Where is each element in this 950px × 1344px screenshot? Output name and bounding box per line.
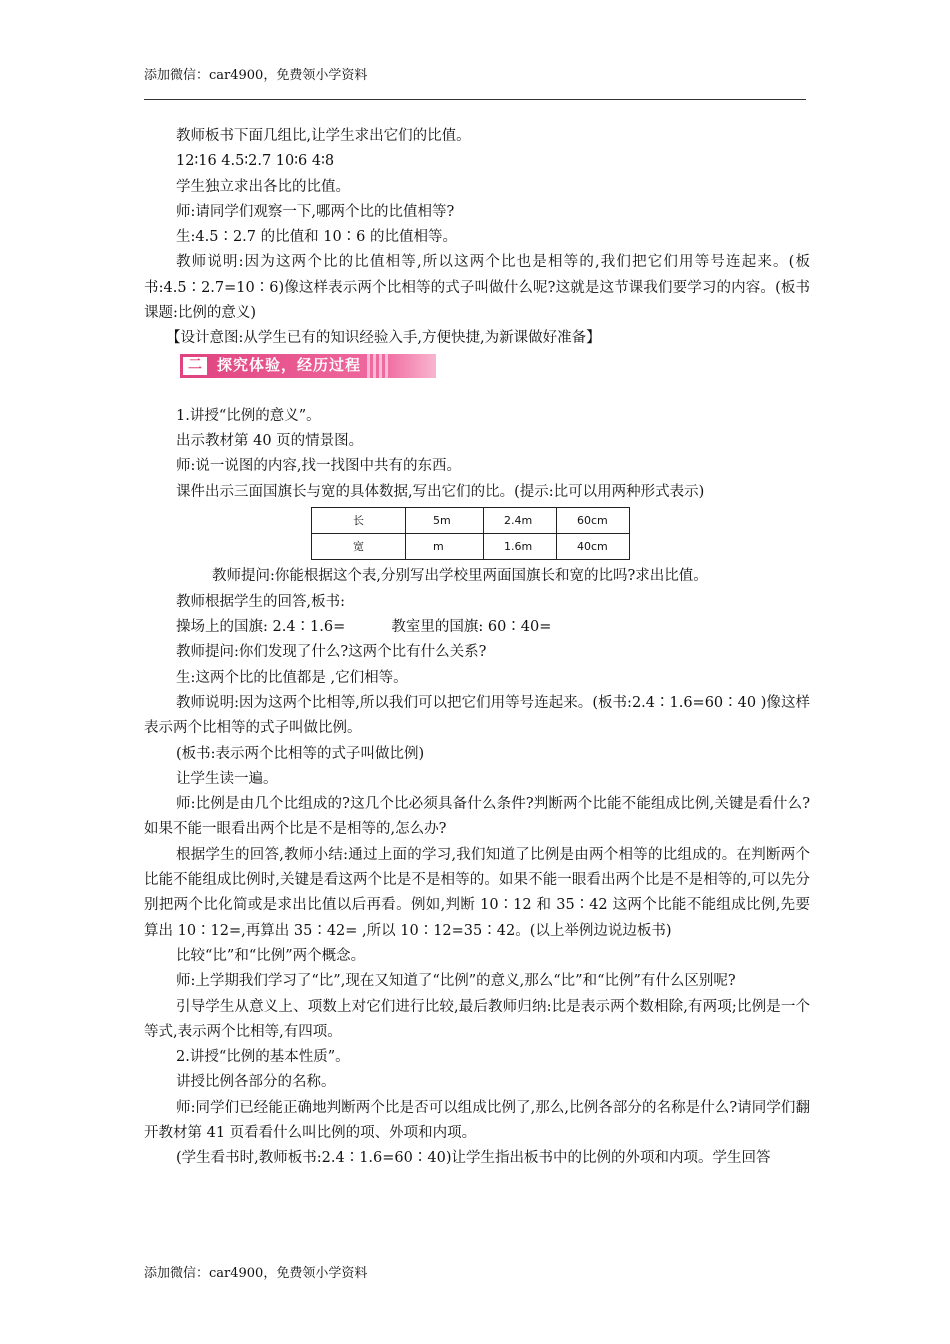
paragraph: 师:上学期我们学习了“比”,现在又知道了“比例”的意义,那么“比”和“比例”有什么区别呢? bbox=[176, 973, 736, 990]
table-cell: 长 bbox=[312, 507, 406, 533]
paragraph: 教师板书下面几组比,让学生求出它们的比值。 bbox=[176, 128, 471, 144]
paragraph: (学生看书时,教师板书:2.4∶1.6=60∶40)让学生指出板书中的比例的外项和内项。学生回答 bbox=[176, 1150, 771, 1167]
page-footer: 添加微信：car4900，免费领小学资料 bbox=[144, 1266, 368, 1281]
table-row bbox=[312, 534, 630, 560]
paragraph: 根据学生的回答,教师小结:通过上面的学习,我们知道了比例是由两个相等的比组成的。在判断两个比能不能组成比例时,关键是看这两个比是不是相等的。如果不能一眼看出两个比是不是相等的,可以先分别把两个比化简或是求出比值以后再看。例如,判断 10∶12 和 35∶42 这两个比能不能组成比例,先要算出 10∶12=,再算出 35∶42= ,所以 10∶12=35∶42。(以上举例边说边板书) bbox=[144, 846, 810, 939]
paragraph: 比较“比”和“比例”两个概念。 bbox=[176, 947, 366, 964]
table-cell: 40cm bbox=[557, 534, 630, 560]
table-cell: m bbox=[406, 534, 484, 560]
table-cell: 1.6m bbox=[484, 534, 557, 560]
ratio-list: 12∶16 4.5∶2.7 10∶6 4∶8 bbox=[176, 153, 335, 170]
paragraph: 教师根据学生的回答,板书: bbox=[176, 593, 345, 610]
paragraph: 教师说明:因为这两个比相等,所以我们可以把它们用等号连起来。(板书:2.4∶1.6=60∶40 )像这样表示两个比相等的式子叫做比例。 bbox=[144, 694, 810, 737]
paragraph: 师:请同学们观察一下,哪两个比的比值相等? bbox=[176, 203, 455, 220]
table-cell: 60cm bbox=[557, 507, 630, 533]
section-title: 探究体验，经历过程 bbox=[217, 356, 362, 375]
header-divider bbox=[144, 99, 806, 100]
banner-stripes-decoration bbox=[367, 354, 388, 378]
flag-dimensions-table bbox=[311, 507, 630, 561]
table-cell: 2.4m bbox=[484, 507, 557, 533]
table-cell: 5m bbox=[406, 507, 484, 533]
paragraph: 课件出示三面国旗长与宽的具体数据,写出它们的比。(提示:比可以用两种形式表示) bbox=[176, 483, 705, 500]
section-banner bbox=[180, 354, 436, 378]
table-cell: 宽 bbox=[312, 534, 406, 560]
document-body bbox=[144, 124, 810, 1172]
design-intent-note: 【设计意图:从学生已有的知识经验入手,方便快捷,为新课做好准备】 bbox=[166, 330, 601, 347]
paragraph: 引导学生从意义上、项数上对它们进行比较,最后教师归纳:比是表示两个数相除,有两项;比例是一个等式,表示两个比相等,有四项。 bbox=[144, 998, 810, 1040]
paragraph: 教师提问:你能根据这个表,分别写出学校里两面国旗长和宽的比吗?求出比值。 bbox=[212, 568, 708, 585]
paragraph: 出示教材第 40 页的情景图。 bbox=[176, 432, 364, 449]
subheading-2: 2.讲授“比例的基本性质”。 bbox=[176, 1049, 350, 1066]
paragraph: 让学生读一遍。 bbox=[176, 770, 278, 787]
paragraph: 学生独立求出各比的比值。 bbox=[176, 178, 350, 195]
paragraph: 教师提问:你们发现了什么?这两个比有什么关系? bbox=[176, 644, 487, 661]
paragraph: 师:同学们已经能正确地判断两个比是否可以组成比例了,那么,比例各部分的名称是什么?请同学们翻开教材第 41 页看看什么叫比例的项、外项和内项。 bbox=[144, 1099, 810, 1141]
section-number: 二 bbox=[183, 357, 207, 375]
paragraph: 师:比例是由几个比组成的?这几个比必须具备什么条件?判断两个比能不能组成比例,关键是看什么?如果不能一眼看出两个比是不是相等的,怎么办? bbox=[144, 796, 810, 838]
paragraph: 师:说一说图的内容,找一找图中共有的东西。 bbox=[176, 458, 461, 475]
paragraph: 生:这两个比的比值都是 ,它们相等。 bbox=[176, 669, 408, 686]
subheading-1: 1.讲授“比例的意义”。 bbox=[176, 407, 321, 424]
paragraph: 讲授比例各部分的名称。 bbox=[176, 1074, 336, 1091]
paragraph: 生:4.5∶2.7 的比值和 10∶6 的比值相等。 bbox=[176, 229, 458, 246]
paragraph: 教师说明:因为这两个比的比值相等,所以这两个比也是相等的,我们把它们用等号连起来。(板书:4.5∶2.7=10∶6)像这样表示两个比相等的式子叫做什么呢?这就是这节课我们要学习的内容。(板书课题:比例的意义) bbox=[144, 254, 810, 322]
paragraph: (板书:表示两个比相等的式子叫做比例) bbox=[176, 745, 425, 762]
table-row bbox=[312, 507, 630, 533]
page-header: 添加微信：car4900，免费领小学资料 bbox=[144, 68, 368, 83]
board-writing: 操场上的国旗: 2.4∶1.6= 教室里的国旗: 60∶40= bbox=[176, 619, 552, 636]
